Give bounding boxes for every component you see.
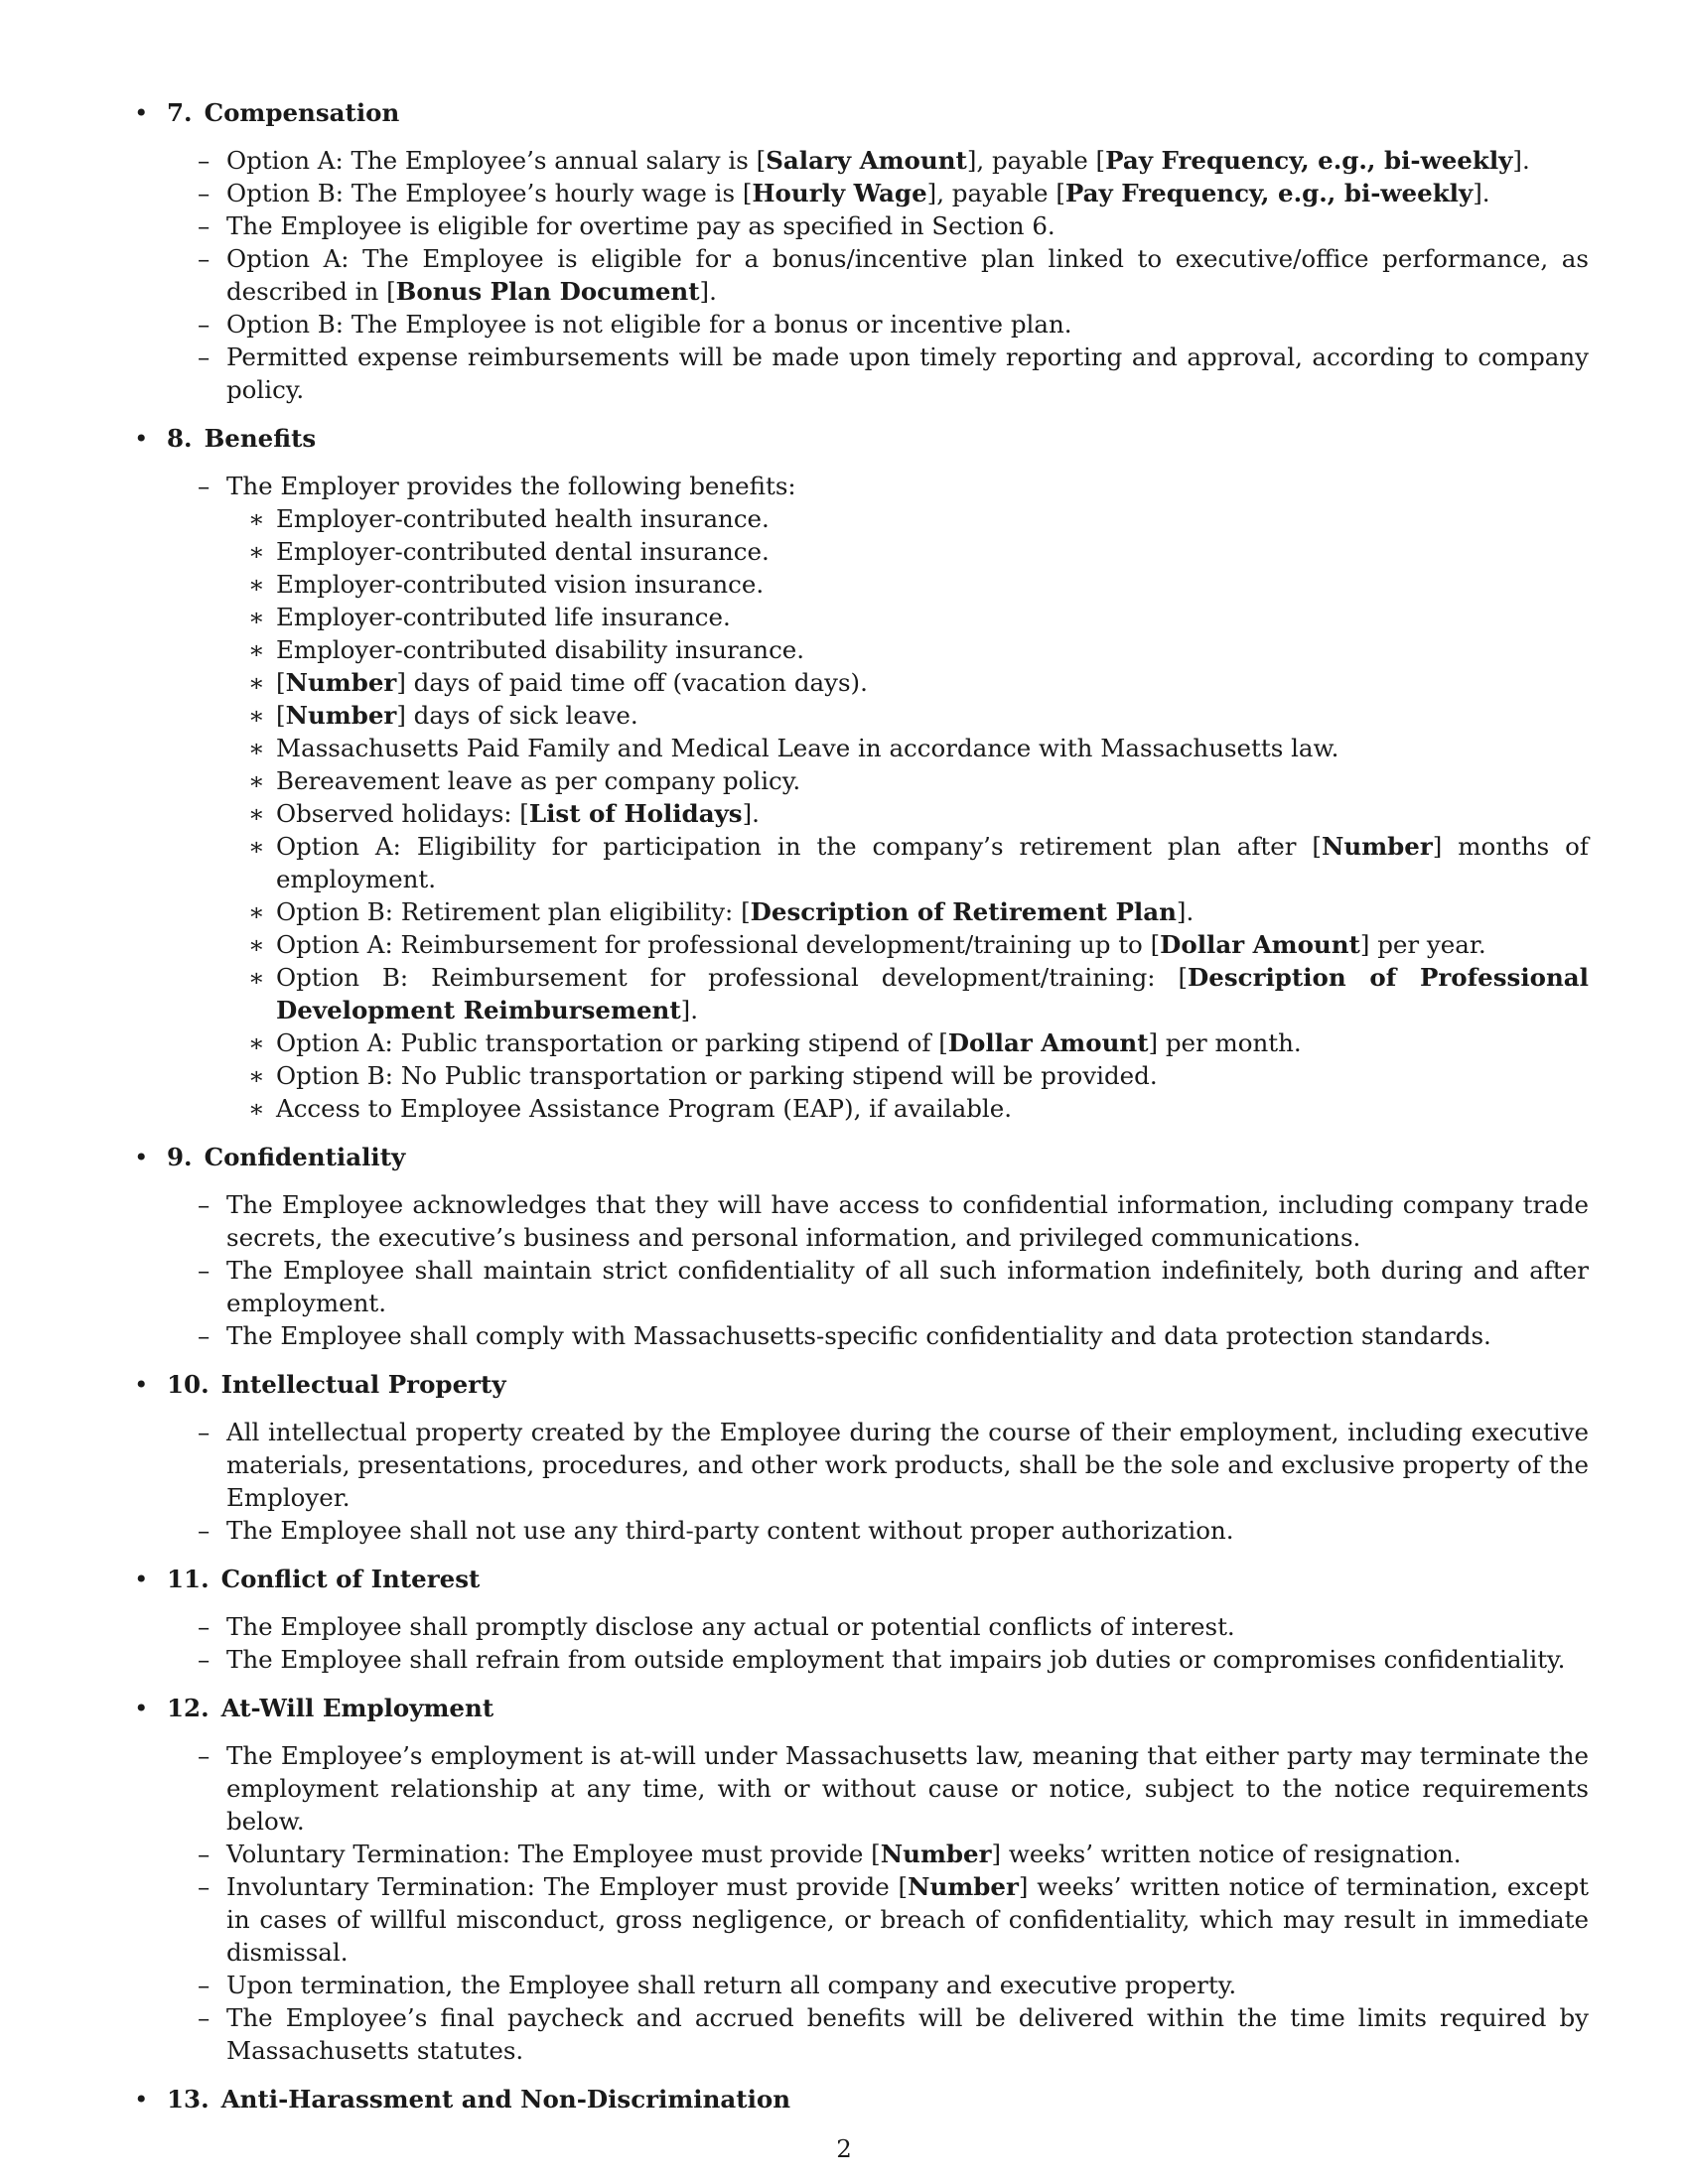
text-run: Option A: Eligibility for participation in the company’s retirement plan after [: [276, 832, 1322, 861]
text-run: Employer-contributed vision insurance.: [276, 570, 765, 599]
text-run: ], payable [: [926, 179, 1065, 207]
benefit-item: [226, 535, 1589, 568]
bullet-icon: •: [134, 2085, 149, 2114]
clause-item: [134, 1610, 1589, 1643]
benefit-item: [226, 732, 1589, 764]
clause-item: [134, 1416, 1589, 1514]
section-title: Benefits: [204, 424, 317, 453]
section: [134, 1368, 1589, 1547]
benefit-item: [226, 830, 1589, 895]
section-number: 11.: [167, 1565, 210, 1593]
benefit-item: [226, 601, 1589, 633]
text-run: ] days of paid time off (vacation days).: [396, 668, 868, 697]
placeholder-field: Number: [880, 1840, 992, 1868]
clause-item: [134, 1254, 1589, 1319]
text-run: The Employee shall promptly disclose any actual or potential conflicts of interest.: [226, 1612, 1235, 1641]
placeholder-field: Dollar Amount: [947, 1028, 1149, 1057]
text-run: The Employee shall comply with Massachusetts-specific confidentiality and data protection standards.: [226, 1321, 1491, 1350]
benefit-item: [226, 797, 1589, 830]
section-number: 10.: [167, 1370, 210, 1399]
text-run: Option B: No Public transportation or parking stipend will be provided.: [276, 1061, 1158, 1090]
text-run: Massachusetts Paid Family and Medical Leave in accordance with Massachusetts law.: [276, 734, 1339, 762]
clause-item: [134, 1514, 1589, 1547]
text-run: ].: [699, 277, 717, 306]
asterisk-bullet-icon: ∗: [248, 930, 265, 959]
text-run: Upon termination, the Employee shall return all company and executive property.: [226, 1971, 1237, 1999]
text-run: The Employee’s employment is at-will under Massachusetts law, meaning that either party may terminate the employment relationship at any time, with or without cause or notice, subject to the notice requirements below.: [226, 1741, 1589, 1836]
clause-item: [134, 1739, 1589, 1838]
text-run: ] weeks’ written notice of resignation.: [991, 1840, 1462, 1868]
asterisk-bullet-icon: ∗: [248, 1028, 265, 1057]
bullet-icon: •: [134, 1143, 149, 1171]
section-number: 13.: [167, 2085, 210, 2114]
text-run: Option B: Retirement plan eligibility: [: [276, 897, 751, 926]
text-run: The Employee shall not use any third-party content without proper authorization.: [226, 1516, 1234, 1545]
dash-bullet-icon: –: [198, 1840, 211, 1868]
dash-bullet-icon: –: [198, 244, 211, 273]
text-run: The Employee shall maintain strict confidentiality of all such information indefinitely, both during and after employment.: [226, 1256, 1589, 1317]
document-body: [134, 96, 1589, 2131]
clause-item: [134, 308, 1589, 341]
asterisk-bullet-icon: ∗: [248, 635, 265, 664]
placeholder-field: Pay Frequency, e.g., bi-weekly: [1105, 146, 1513, 175]
section-number: 7.: [167, 98, 193, 127]
text-run: Option B: The Employee is not eligible for a bonus or incentive plan.: [226, 310, 1072, 339]
placeholder-field: Pay Frequency, e.g., bi-weekly: [1064, 179, 1474, 207]
clause-item: [134, 1838, 1589, 1870]
asterisk-bullet-icon: ∗: [248, 766, 265, 795]
section: [134, 1692, 1589, 2067]
dash-bullet-icon: –: [198, 1872, 211, 1901]
placeholder-field: List of Holidays: [528, 799, 743, 828]
text-run: The Employee’s final paycheck and accrued benefits will be delivered within the time limits required by Massachusetts statutes.: [226, 2003, 1589, 2065]
dash-bullet-icon: –: [198, 472, 211, 500]
benefit-item: [226, 1059, 1589, 1092]
bullet-icon: •: [134, 1370, 149, 1399]
clause-item: [134, 1870, 1589, 1969]
section: [134, 2083, 1589, 2116]
section-heading: [134, 1141, 1589, 1173]
asterisk-bullet-icon: ∗: [248, 832, 265, 861]
clause-item: [134, 470, 1589, 1125]
section-title: Anti-Harassment and Non-Discrimination: [220, 2085, 791, 2114]
asterisk-bullet-icon: ∗: [248, 1061, 265, 1090]
dash-bullet-icon: –: [198, 1612, 211, 1641]
section-heading: [134, 1692, 1589, 1724]
dash-bullet-icon: –: [198, 342, 211, 371]
text-run: Permitted expense reimbursements will be made upon timely reporting and approval, according to company policy.: [226, 342, 1589, 404]
asterisk-bullet-icon: ∗: [248, 537, 265, 566]
benefit-item: [226, 1092, 1589, 1125]
section-title: At-Will Employment: [220, 1694, 494, 1722]
clause-list: [134, 1739, 1589, 2067]
text-run: ] per month.: [1148, 1028, 1302, 1057]
section-title: Conflict of Interest: [220, 1565, 481, 1593]
section-title: Confidentiality: [204, 1143, 406, 1171]
text-run: ].: [742, 799, 760, 828]
clause-list: [134, 1188, 1589, 1352]
text-run: ] weeks’ written notice of termination, except in cases of willful misconduct, gross negligence, or breach of confidentiality, which may result in immediate dismissal.: [226, 1872, 1589, 1967]
text-run: Option A: The Employee is eligible for a bonus/incentive plan linked to executive/office performance, as described in [: [226, 244, 1589, 306]
section-title: Compensation: [204, 98, 400, 127]
text-run: Option A: Public transportation or parking stipend of [: [276, 1028, 948, 1057]
section-heading: [134, 1368, 1589, 1401]
benefit-list: [226, 502, 1589, 1125]
placeholder-field: Description of Professional Development Reimbursement: [276, 963, 1589, 1024]
text-run: Bereavement leave as per company policy.: [276, 766, 801, 795]
placeholder-field: Number: [1321, 832, 1433, 861]
clause-item: [134, 341, 1589, 406]
clause-item: [134, 144, 1589, 177]
text-run: ], payable [: [966, 146, 1106, 175]
asterisk-bullet-icon: ∗: [248, 570, 265, 599]
section: [134, 96, 1589, 406]
placeholder-field: Number: [285, 668, 397, 697]
text-run: All intellectual property created by the Employee during the course of their employment, including executive materials, presentations, procedures, and other work products, shall be the sole and exclusive property of the Employer.: [226, 1418, 1589, 1512]
text-run: Option B: Reimbursement for professional development/training: [: [276, 963, 1189, 992]
asterisk-bullet-icon: ∗: [248, 603, 265, 631]
text-run: Option B: The Employee’s hourly wage is [: [226, 179, 753, 207]
benefit-item: [226, 961, 1589, 1026]
benefit-item: [226, 1026, 1589, 1059]
text-run: The Employee shall refrain from outside employment that impairs job duties or compromises confidentiality.: [226, 1645, 1566, 1674]
benefit-item: [226, 568, 1589, 601]
text-run: ].: [1176, 897, 1195, 926]
dash-bullet-icon: –: [198, 1418, 211, 1446]
clause-list: [134, 1416, 1589, 1547]
clause-item: [134, 1188, 1589, 1254]
section-heading: [134, 2083, 1589, 2116]
text-run: ] months of employment.: [276, 832, 1589, 893]
clause-item: [134, 1319, 1589, 1352]
text-run: [: [276, 701, 286, 730]
section-heading: [134, 422, 1589, 455]
clause-item: [134, 177, 1589, 209]
dash-bullet-icon: –: [198, 2003, 211, 2032]
placeholder-field: Number: [908, 1872, 1019, 1901]
text-run: Voluntary Termination: The Employee must provide [: [226, 1840, 881, 1868]
benefit-item: [226, 928, 1589, 961]
asterisk-bullet-icon: ∗: [248, 897, 265, 926]
section: [134, 1141, 1589, 1352]
clause-item: [134, 1643, 1589, 1676]
benefit-item: [226, 895, 1589, 928]
asterisk-bullet-icon: ∗: [248, 799, 265, 828]
clause-item: [134, 209, 1589, 242]
asterisk-bullet-icon: ∗: [248, 668, 265, 697]
placeholder-field: Bonus Plan Document: [395, 277, 700, 306]
text-run: Employer-contributed dental insurance.: [276, 537, 770, 566]
clause-item: [134, 2001, 1589, 2067]
section-heading: [134, 1563, 1589, 1595]
clause-item: [134, 1969, 1589, 2001]
text-run: Involuntary Termination: The Employer must provide [: [226, 1872, 909, 1901]
benefit-item: [226, 764, 1589, 797]
section-number: 8.: [167, 424, 193, 453]
dash-bullet-icon: –: [198, 1645, 211, 1674]
benefit-item: [226, 666, 1589, 699]
benefit-item: [226, 633, 1589, 666]
clause-item: [134, 242, 1589, 308]
bullet-icon: •: [134, 1694, 149, 1722]
benefit-item: [226, 502, 1589, 535]
bullet-icon: •: [134, 1565, 149, 1593]
text-run: Observed holidays: [: [276, 799, 529, 828]
text-run: ].: [680, 996, 699, 1024]
dash-bullet-icon: –: [198, 179, 211, 207]
clause-list: [134, 1610, 1589, 1676]
page-number: 2: [836, 2134, 852, 2163]
asterisk-bullet-icon: ∗: [248, 1094, 265, 1123]
text-run: Option A: The Employee’s annual salary is [: [226, 146, 767, 175]
dash-bullet-icon: –: [198, 146, 211, 175]
asterisk-bullet-icon: ∗: [248, 504, 265, 533]
placeholder-field: Number: [285, 701, 397, 730]
text-run: ] per year.: [1359, 930, 1486, 959]
text-run: The Employee acknowledges that they will have access to confidential information, including company trade secrets, the executive’s business and personal information, and privileged communications.: [226, 1190, 1589, 1252]
benefit-item: [226, 699, 1589, 732]
placeholder-field: Salary Amount: [766, 146, 967, 175]
text-run: Employer-contributed life insurance.: [276, 603, 731, 631]
dash-bullet-icon: –: [198, 1321, 211, 1350]
section: [134, 422, 1589, 1125]
text-run: The Employee is eligible for overtime pay as specified in Section 6.: [226, 211, 1055, 240]
text-run: [: [276, 668, 286, 697]
text-run: Option A: Reimbursement for professional development/training up to [: [276, 930, 1161, 959]
dash-bullet-icon: –: [198, 1516, 211, 1545]
text-run: ].: [1473, 179, 1490, 207]
text-run: Employer-contributed disability insurance.: [276, 635, 805, 664]
dash-bullet-icon: –: [198, 211, 211, 240]
text-run: ] days of sick leave.: [396, 701, 638, 730]
dash-bullet-icon: –: [198, 1256, 211, 1285]
dash-bullet-icon: –: [198, 1971, 211, 1999]
bullet-icon: •: [134, 98, 149, 127]
asterisk-bullet-icon: ∗: [248, 701, 265, 730]
dash-bullet-icon: –: [198, 310, 211, 339]
clause-list: [134, 470, 1589, 1125]
section-number: 9.: [167, 1143, 193, 1171]
placeholder-field: Description of Retirement Plan: [750, 897, 1177, 926]
section: [134, 1563, 1589, 1676]
dash-bullet-icon: –: [198, 1741, 211, 1770]
placeholder-field: Dollar Amount: [1160, 930, 1360, 959]
text-run: Employer-contributed health insurance.: [276, 504, 770, 533]
text-run: The Employer provides the following benefits:: [226, 472, 796, 500]
clause-list: [134, 144, 1589, 406]
dash-bullet-icon: –: [198, 1190, 211, 1219]
asterisk-bullet-icon: ∗: [248, 734, 265, 762]
section-heading: [134, 96, 1589, 129]
placeholder-field: Hourly Wage: [752, 179, 927, 207]
section-number: 12.: [167, 1694, 210, 1722]
section-title: Intellectual Property: [220, 1370, 506, 1399]
bullet-icon: •: [134, 424, 149, 453]
text-run: Access to Employee Assistance Program (EAP), if available.: [276, 1094, 1013, 1123]
text-run: ].: [1512, 146, 1530, 175]
asterisk-bullet-icon: ∗: [248, 963, 265, 992]
